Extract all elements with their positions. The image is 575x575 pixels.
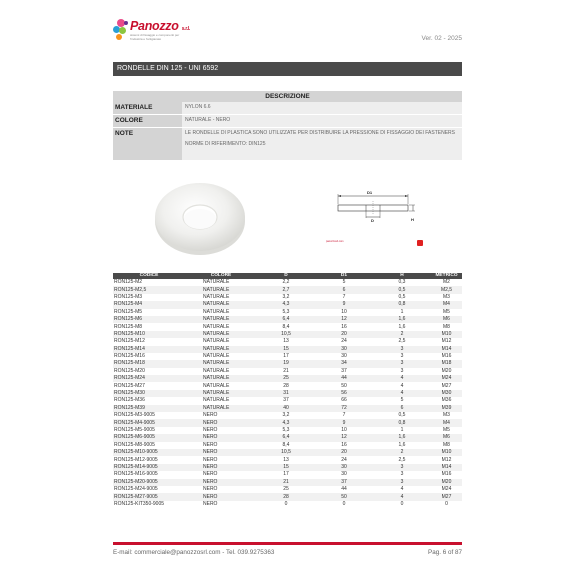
cell-metrico: M10 xyxy=(431,449,462,456)
cell-codice: RON125-M14 xyxy=(113,346,185,353)
column-header-colore: COLORE xyxy=(185,273,257,279)
table-row xyxy=(113,471,462,478)
cell-metrico: M36 xyxy=(431,397,462,404)
table-row xyxy=(113,456,462,463)
cell-d: 10,5 xyxy=(257,331,315,338)
table-row xyxy=(113,464,462,471)
cell-colore: NATURALE xyxy=(185,382,257,389)
washer-photo xyxy=(153,177,247,257)
cell-h: 1,6 xyxy=(373,316,431,323)
cell-codice: RON125-M8 xyxy=(113,323,185,330)
cell-codice: RON125-M10 xyxy=(113,331,185,338)
description-row-colore xyxy=(113,115,462,128)
cell-d1: 44 xyxy=(315,486,373,493)
cell-h: 1,6 xyxy=(373,323,431,330)
cell-codice: RON125-M6 xyxy=(113,316,185,323)
note-value xyxy=(182,128,462,160)
cell-metrico: M20 xyxy=(431,368,462,375)
table-row xyxy=(113,353,462,360)
cell-colore: NERO xyxy=(185,464,257,471)
cell-h: 3 xyxy=(373,368,431,375)
cell-metrico: M10 xyxy=(431,331,462,338)
cell-h: 1 xyxy=(373,427,431,434)
table-row xyxy=(113,479,462,486)
cell-metrico: M27 xyxy=(431,493,462,500)
table-row xyxy=(113,442,462,449)
cell-h: 5 xyxy=(373,397,431,404)
cell-colore: NATURALE xyxy=(185,338,257,345)
cell-h: 0,5 xyxy=(373,294,431,301)
page-title: RONDELLE DIN 125 - UNI 6592 xyxy=(113,62,462,76)
cell-metrico: M2,5 xyxy=(431,286,462,293)
cell-d1: 9 xyxy=(315,301,373,308)
column-header-metrico: METRICO xyxy=(431,273,462,279)
cell-codice: RON125-M4 xyxy=(113,301,185,308)
table-row xyxy=(113,323,462,330)
cell-d1: 7 xyxy=(315,412,373,419)
column-header-codice: CODICE xyxy=(113,273,185,279)
cell-d1: 37 xyxy=(315,368,373,375)
cell-codice: RON125-M14-9005 xyxy=(113,464,185,471)
cell-d1: 20 xyxy=(315,449,373,456)
cell-codice: RON125-M10-9005 xyxy=(113,449,185,456)
cell-colore: NERO xyxy=(185,434,257,441)
cell-d1: 34 xyxy=(315,360,373,367)
description-row-materiale xyxy=(113,102,462,115)
table-row xyxy=(113,331,462,338)
table-row xyxy=(113,486,462,493)
cell-codice: RON125-M8-9005 xyxy=(113,442,185,449)
cell-metrico: M24 xyxy=(431,375,462,382)
cell-metrico: M12 xyxy=(431,456,462,463)
cell-h: 4 xyxy=(373,493,431,500)
cell-h: 2 xyxy=(373,331,431,338)
cell-codice: RON125-M6-9005 xyxy=(113,434,185,441)
cell-d: 10,5 xyxy=(257,449,315,456)
cell-d1: 24 xyxy=(315,338,373,345)
table-row xyxy=(113,501,462,508)
table-row xyxy=(113,301,462,308)
colore-label: COLORE xyxy=(113,115,182,127)
cell-d: 8,4 xyxy=(257,323,315,330)
colore-value: NATURALE - NERO xyxy=(182,115,462,127)
cell-codice: RON125-M5-9005 xyxy=(113,427,185,434)
cell-codice: RON125-M18 xyxy=(113,360,185,367)
label-h: H xyxy=(411,217,414,222)
table-row xyxy=(113,316,462,323)
cell-h: 0 xyxy=(373,501,431,508)
cell-metrico: M24 xyxy=(431,486,462,493)
cell-codice: RON125-M20-9005 xyxy=(113,479,185,486)
cell-d1: 72 xyxy=(315,405,373,412)
cell-metrico: M18 xyxy=(431,360,462,367)
cell-d: 13 xyxy=(257,456,315,463)
cell-d: 0 xyxy=(257,501,315,508)
cell-h: 1,6 xyxy=(373,434,431,441)
cell-h: 4 xyxy=(373,382,431,389)
cell-metrico: M20 xyxy=(431,479,462,486)
brand-tagline: sistemi di fissaggio e componenti per l'industria e l'artigianato xyxy=(130,33,180,41)
cell-h: 0,8 xyxy=(373,419,431,426)
cell-colore: NERO xyxy=(185,486,257,493)
cell-metrico: M14 xyxy=(431,464,462,471)
cell-colore: NATURALE xyxy=(185,323,257,330)
table-row xyxy=(113,397,462,404)
cell-d: 15 xyxy=(257,464,315,471)
cell-colore: NERO xyxy=(185,449,257,456)
cell-d1: 10 xyxy=(315,309,373,316)
cell-h: 1,6 xyxy=(373,442,431,449)
cell-metrico: M8 xyxy=(431,323,462,330)
cell-d: 2,7 xyxy=(257,286,315,293)
cell-h: 2 xyxy=(373,449,431,456)
cell-d: 15 xyxy=(257,346,315,353)
table-row xyxy=(113,375,462,382)
cell-metrico: M4 xyxy=(431,301,462,308)
cell-colore: NERO xyxy=(185,501,257,508)
footer-contact: E-mail: commerciale@panozzosrl.com - Tel. 039.9275363 xyxy=(113,549,275,556)
cell-codice: RON125-M24-9005 xyxy=(113,486,185,493)
cell-h: 3 xyxy=(373,471,431,478)
cell-d: 17 xyxy=(257,353,315,360)
note-label: NOTE xyxy=(113,128,182,160)
footer-divider xyxy=(113,542,462,545)
product-table-body xyxy=(113,279,462,508)
cell-h: 0,3 xyxy=(373,279,431,286)
description-row-note xyxy=(113,128,462,161)
cell-d: 3,2 xyxy=(257,294,315,301)
cell-d: 40 xyxy=(257,405,315,412)
cell-codice: RON125-M12 xyxy=(113,338,185,345)
cell-metrico: M6 xyxy=(431,316,462,323)
cell-d1: 50 xyxy=(315,493,373,500)
product-table xyxy=(113,273,462,508)
cell-codice: RON125-M12-9005 xyxy=(113,456,185,463)
cell-h: 3 xyxy=(373,464,431,471)
cell-d: 17 xyxy=(257,471,315,478)
description-table xyxy=(113,91,462,161)
cell-d: 19 xyxy=(257,360,315,367)
cell-codice: RON125-M2,5 xyxy=(113,286,185,293)
cell-colore: NATURALE xyxy=(185,375,257,382)
cell-codice: RON125-M5 xyxy=(113,309,185,316)
materiale-value: NYLON 6.6 xyxy=(182,102,462,114)
cell-d: 25 xyxy=(257,375,315,382)
cell-codice: RON125-M16 xyxy=(113,353,185,360)
note-reference: NORME DI RIFERIMENTO: DIN125 xyxy=(185,141,266,147)
cell-codice: RON125-M36 xyxy=(113,397,185,404)
column-header-d: D xyxy=(257,273,315,279)
cell-h: 4 xyxy=(373,375,431,382)
cell-metrico: M14 xyxy=(431,346,462,353)
cell-d: 2,2 xyxy=(257,279,315,286)
cell-d1: 30 xyxy=(315,346,373,353)
cell-codice: RON125-M2 xyxy=(113,279,185,286)
cell-d1: 0 xyxy=(315,501,373,508)
cell-metrico: M16 xyxy=(431,471,462,478)
cell-colore: NERO xyxy=(185,427,257,434)
cell-d: 4,3 xyxy=(257,419,315,426)
table-row xyxy=(113,390,462,397)
cell-h: 4 xyxy=(373,486,431,493)
cell-h: 6 xyxy=(373,405,431,412)
cell-h: 0,5 xyxy=(373,412,431,419)
cell-h: 1 xyxy=(373,309,431,316)
cell-d: 28 xyxy=(257,382,315,389)
cell-codice: RON125-M24 xyxy=(113,375,185,382)
cell-h: 3 xyxy=(373,346,431,353)
cell-d1: 16 xyxy=(315,442,373,449)
table-row xyxy=(113,382,462,389)
cell-d: 28 xyxy=(257,493,315,500)
cell-h: 0,8 xyxy=(373,301,431,308)
cell-d1: 12 xyxy=(315,316,373,323)
table-row xyxy=(113,346,462,353)
cell-h: 2,5 xyxy=(373,456,431,463)
column-header-h: H xyxy=(373,273,431,279)
table-row xyxy=(113,279,462,286)
cell-colore: NERO xyxy=(185,442,257,449)
table-row xyxy=(113,427,462,434)
materiale-label: MATERIALE xyxy=(113,102,182,114)
cell-colore: NATURALE xyxy=(185,331,257,338)
cell-colore: NERO xyxy=(185,456,257,463)
cell-metrico: M12 xyxy=(431,338,462,345)
cell-colore: NATURALE xyxy=(185,405,257,412)
cell-metrico: M8 xyxy=(431,442,462,449)
cell-metrico: M16 xyxy=(431,353,462,360)
cell-h: 3 xyxy=(373,353,431,360)
cell-metrico: M5 xyxy=(431,427,462,434)
label-d: D xyxy=(371,218,374,223)
cell-colore: NATURALE xyxy=(185,397,257,404)
cell-d: 25 xyxy=(257,486,315,493)
cell-d: 31 xyxy=(257,390,315,397)
company-logo xyxy=(113,17,193,43)
table-row xyxy=(113,286,462,293)
cell-colore: NATURALE xyxy=(185,346,257,353)
cell-d1: 56 xyxy=(315,390,373,397)
cell-d1: 66 xyxy=(315,397,373,404)
cell-d1: 16 xyxy=(315,323,373,330)
cell-metrico: M4 xyxy=(431,419,462,426)
cell-colore: NATURALE xyxy=(185,360,257,367)
cell-d: 4,3 xyxy=(257,301,315,308)
cell-d: 6,4 xyxy=(257,316,315,323)
table-row xyxy=(113,294,462,301)
cell-codice: RON125-M3-9005 xyxy=(113,412,185,419)
cell-h: 0,5 xyxy=(373,286,431,293)
cell-h: 2,5 xyxy=(373,338,431,345)
table-row xyxy=(113,309,462,316)
table-row xyxy=(113,338,462,345)
cell-colore: NERO xyxy=(185,412,257,419)
table-row xyxy=(113,368,462,375)
cell-codice: RON125-KIT350-9005 xyxy=(113,501,185,508)
cell-colore: NATURALE xyxy=(185,286,257,293)
cell-d1: 30 xyxy=(315,464,373,471)
cell-codice: RON125-M30 xyxy=(113,390,185,397)
cell-d1: 5 xyxy=(315,279,373,286)
cell-d1: 7 xyxy=(315,294,373,301)
cell-colore: NERO xyxy=(185,493,257,500)
cell-metrico: M3 xyxy=(431,294,462,301)
footer-page-number: Pag. 6 of 87 xyxy=(428,549,462,556)
drawing-caption: panozzosrl.com xyxy=(326,240,344,243)
table-row xyxy=(113,360,462,367)
cell-d: 5,3 xyxy=(257,309,315,316)
column-header-d1: D1 xyxy=(315,273,373,279)
cell-d1: 12 xyxy=(315,434,373,441)
cell-colore: NATURALE xyxy=(185,353,257,360)
cell-colore: NATURALE xyxy=(185,368,257,375)
cell-colore: NATURALE xyxy=(185,316,257,323)
label-d1: D1 xyxy=(367,190,373,195)
table-row xyxy=(113,405,462,412)
cell-colore: NATURALE xyxy=(185,309,257,316)
cell-colore: NATURALE xyxy=(185,279,257,286)
cell-d: 21 xyxy=(257,479,315,486)
cell-metrico: M3 xyxy=(431,412,462,419)
cell-d1: 20 xyxy=(315,331,373,338)
cell-codice: RON125-M20 xyxy=(113,368,185,375)
cell-d1: 9 xyxy=(315,419,373,426)
cell-codice: RON125-M4-9005 xyxy=(113,419,185,426)
cell-colore: NERO xyxy=(185,471,257,478)
cell-colore: NERO xyxy=(185,419,257,426)
table-row xyxy=(113,493,462,500)
cell-h: 4 xyxy=(373,390,431,397)
cell-metrico: M30 xyxy=(431,390,462,397)
table-row xyxy=(113,419,462,426)
brand-name: Panozzo s.r.l. xyxy=(130,19,191,33)
table-row xyxy=(113,434,462,441)
cell-metrico: M27 xyxy=(431,382,462,389)
cell-h: 3 xyxy=(373,479,431,486)
cell-metrico: M5 xyxy=(431,309,462,316)
cell-d: 5,3 xyxy=(257,427,315,434)
cell-metrico: 0 xyxy=(431,501,462,508)
cell-d1: 30 xyxy=(315,353,373,360)
document-version: Ver. 02 - 2025 xyxy=(421,35,462,42)
cell-colore: NATURALE xyxy=(185,301,257,308)
table-row xyxy=(113,412,462,419)
cell-colore: NATURALE xyxy=(185,294,257,301)
cell-codice: RON125-M39 xyxy=(113,405,185,412)
cell-metrico: M2 xyxy=(431,279,462,286)
cell-d1: 37 xyxy=(315,479,373,486)
cell-d1: 24 xyxy=(315,456,373,463)
cell-colore: NATURALE xyxy=(185,390,257,397)
cell-d1: 50 xyxy=(315,382,373,389)
pdf-icon[interactable] xyxy=(417,240,423,246)
cell-metrico: M6 xyxy=(431,434,462,441)
cell-codice: RON125-M27-9005 xyxy=(113,493,185,500)
cell-metrico: M39 xyxy=(431,405,462,412)
cell-codice: RON125-M3 xyxy=(113,294,185,301)
cell-d: 8,4 xyxy=(257,442,315,449)
cell-d1: 10 xyxy=(315,427,373,434)
cell-d: 21 xyxy=(257,368,315,375)
cell-codice: RON125-M16-9005 xyxy=(113,471,185,478)
cell-d1: 30 xyxy=(315,471,373,478)
cell-d1: 44 xyxy=(315,375,373,382)
description-heading: DESCRIZIONE xyxy=(113,91,462,102)
table-row xyxy=(113,449,462,456)
cell-d: 37 xyxy=(257,397,315,404)
note-text: LE RONDELLE DI PLASTICA SONO UTILIZZATE PER DISTRIBUIRE LA PRESSIONE DI FISSAGGIO DEI FASTENERS xyxy=(185,130,455,136)
cell-d1: 6 xyxy=(315,286,373,293)
cell-d: 6,4 xyxy=(257,434,315,441)
cell-colore: NERO xyxy=(185,479,257,486)
cell-h: 3 xyxy=(373,360,431,367)
cell-d: 3,2 xyxy=(257,412,315,419)
cell-d: 13 xyxy=(257,338,315,345)
cell-codice: RON125-M27 xyxy=(113,382,185,389)
